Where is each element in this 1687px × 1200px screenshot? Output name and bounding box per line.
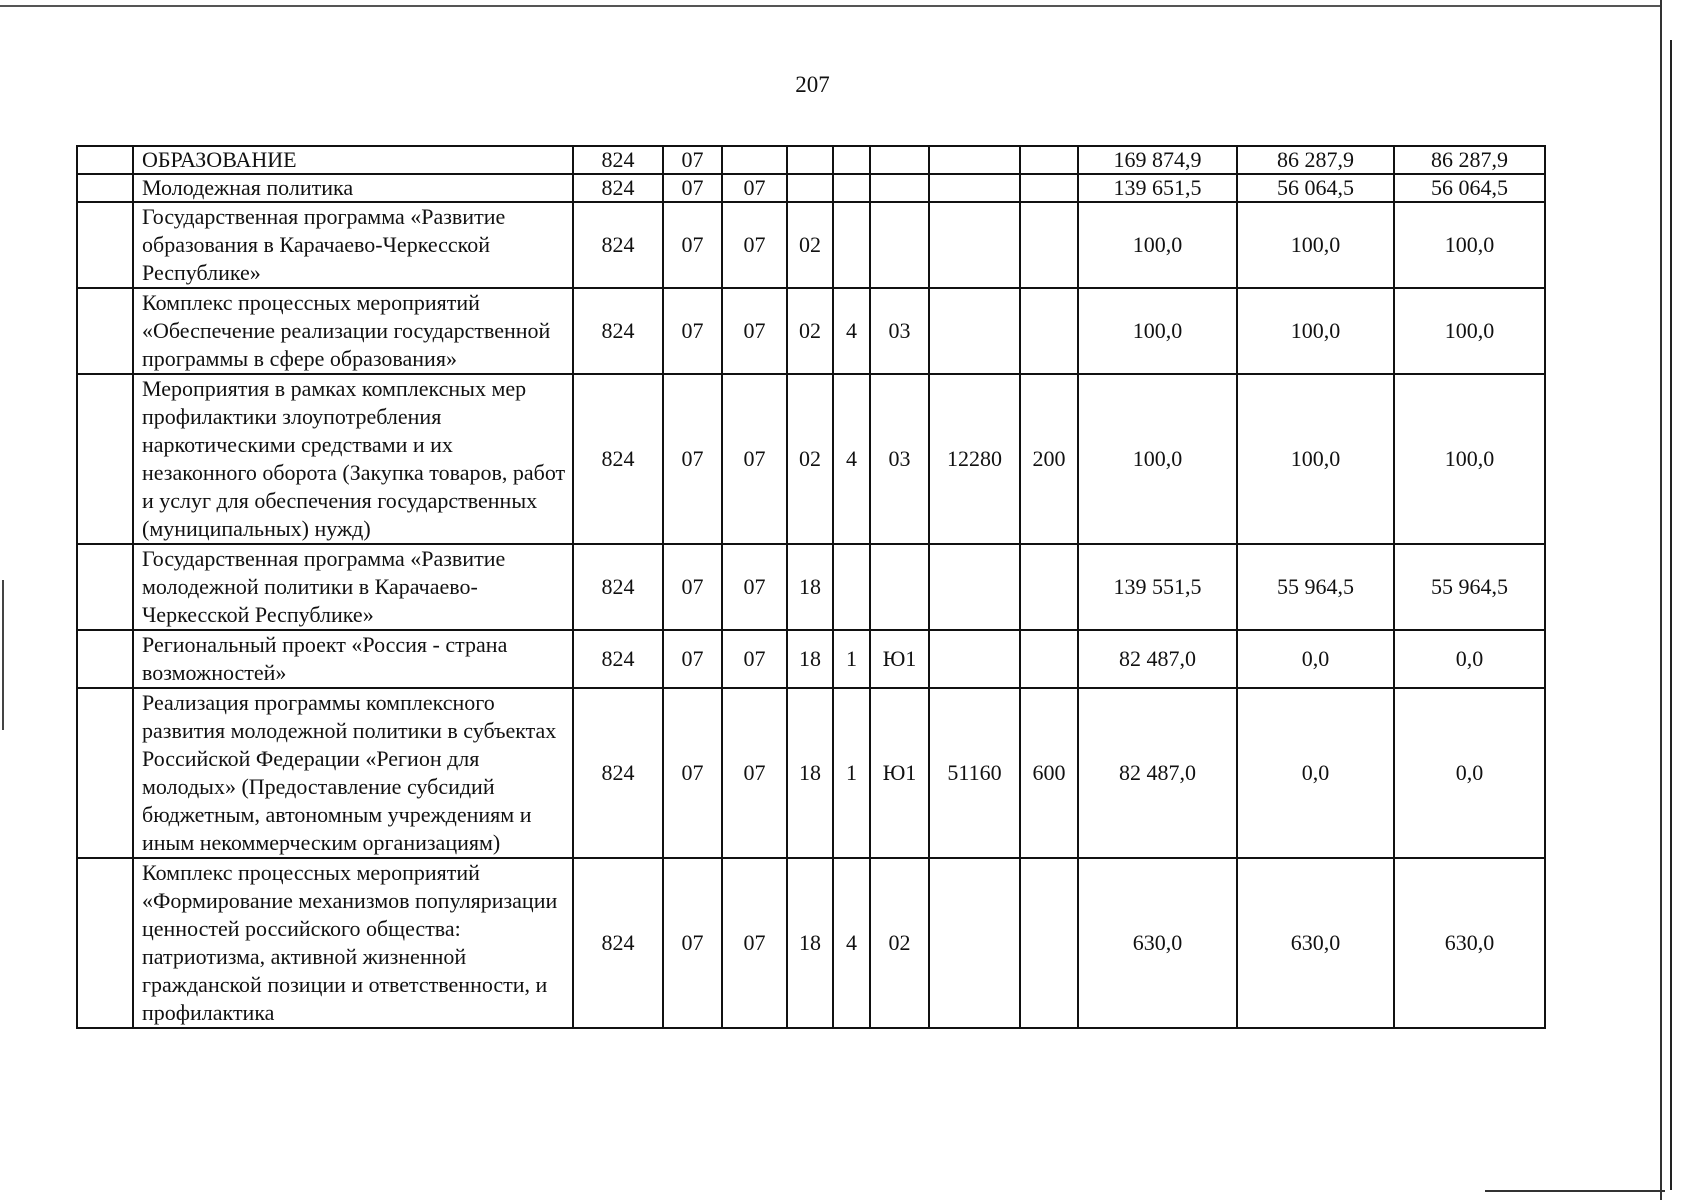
amount-year-1: 100,0	[1078, 374, 1237, 544]
code-section: 07	[663, 174, 722, 202]
table-row	[77, 858, 1545, 1028]
code-subsection: 07	[722, 174, 787, 202]
amount-year-1: 100,0	[1078, 288, 1237, 374]
code-ministry: 824	[573, 630, 663, 688]
code-expense-type: 200	[1020, 374, 1078, 544]
amount-year-2: 630,0	[1237, 858, 1394, 1028]
amount-year-3: 86 287,9	[1394, 146, 1545, 174]
code-program: 18	[787, 688, 833, 858]
code-direction	[929, 174, 1020, 202]
code-ministry: 824	[573, 858, 663, 1028]
code-section: 07	[663, 544, 722, 630]
code-program: 18	[787, 858, 833, 1028]
amount-year-2: 56 064,5	[1237, 174, 1394, 202]
scan-edge-right-inner	[1670, 40, 1672, 1190]
page-number: 207	[795, 72, 830, 97]
code-ministry: 824	[573, 202, 663, 288]
code-program	[787, 146, 833, 174]
code-ministry: 824	[573, 288, 663, 374]
code-section: 07	[663, 858, 722, 1028]
row-name: Молодежная политика	[133, 174, 573, 202]
table-row	[77, 544, 1545, 630]
row-name: ОБРАЗОВАНИЕ	[133, 146, 573, 174]
code-direction	[929, 858, 1020, 1028]
code-program: 18	[787, 544, 833, 630]
row-name: Мероприятия в рамках комплексных мер профилактики злоупотребления наркотическими средствами и их незаконного оборота (Закупка товаров, работ и услуг для обеспечения государственных (муниципальных) нужд)	[133, 374, 573, 544]
code-type: 4	[833, 288, 870, 374]
row-blank-cell	[77, 174, 133, 202]
code-section: 07	[663, 146, 722, 174]
code-subsection: 07	[722, 630, 787, 688]
code-program: 02	[787, 288, 833, 374]
code-event: Ю1	[870, 688, 929, 858]
amount-year-2: 0,0	[1237, 630, 1394, 688]
scan-edge-bottom	[1485, 1190, 1665, 1192]
code-direction	[929, 544, 1020, 630]
code-program: 02	[787, 374, 833, 544]
code-program: 18	[787, 630, 833, 688]
code-section: 07	[663, 374, 722, 544]
row-blank-cell	[77, 202, 133, 288]
code-event	[870, 202, 929, 288]
code-event	[870, 146, 929, 174]
code-subsection: 07	[722, 374, 787, 544]
amount-year-3: 100,0	[1394, 288, 1545, 374]
code-subsection	[722, 146, 787, 174]
code-type: 4	[833, 374, 870, 544]
code-expense-type	[1020, 146, 1078, 174]
code-section: 07	[663, 288, 722, 374]
code-event: Ю1	[870, 630, 929, 688]
table-row	[77, 288, 1545, 374]
code-type: 4	[833, 858, 870, 1028]
table-row	[77, 146, 1545, 174]
amount-year-1: 139 551,5	[1078, 544, 1237, 630]
code-expense-type	[1020, 630, 1078, 688]
amount-year-3: 100,0	[1394, 374, 1545, 544]
code-direction	[929, 146, 1020, 174]
amount-year-3: 55 964,5	[1394, 544, 1545, 630]
row-blank-cell	[77, 858, 133, 1028]
code-expense-type	[1020, 174, 1078, 202]
code-expense-type: 600	[1020, 688, 1078, 858]
table-row	[77, 174, 1545, 202]
code-event	[870, 174, 929, 202]
amount-year-1: 82 487,0	[1078, 688, 1237, 858]
row-blank-cell	[77, 146, 133, 174]
code-ministry: 824	[573, 544, 663, 630]
amount-year-2: 100,0	[1237, 288, 1394, 374]
amount-year-3: 0,0	[1394, 688, 1545, 858]
code-expense-type	[1020, 202, 1078, 288]
code-type	[833, 544, 870, 630]
table-row	[77, 630, 1545, 688]
code-expense-type	[1020, 288, 1078, 374]
amount-year-1: 82 487,0	[1078, 630, 1237, 688]
scan-edge-top	[0, 5, 1660, 7]
amount-year-3: 100,0	[1394, 202, 1545, 288]
code-program: 02	[787, 202, 833, 288]
amount-year-3: 56 064,5	[1394, 174, 1545, 202]
code-section: 07	[663, 688, 722, 858]
row-name: Государственная программа «Развитие образования в Карачаево-Черкесской Республике»	[133, 202, 573, 288]
code-program	[787, 174, 833, 202]
code-subsection: 07	[722, 544, 787, 630]
amount-year-2: 86 287,9	[1237, 146, 1394, 174]
row-blank-cell	[77, 374, 133, 544]
code-ministry: 824	[573, 688, 663, 858]
code-ministry: 824	[573, 174, 663, 202]
amount-year-2: 100,0	[1237, 374, 1394, 544]
code-type	[833, 146, 870, 174]
code-expense-type	[1020, 858, 1078, 1028]
scan-edge-left	[2, 580, 4, 730]
row-name: Государственная программа «Развитие молодежной политики в Карачаево-Черкесской Республике»	[133, 544, 573, 630]
code-event: 03	[870, 374, 929, 544]
code-expense-type	[1020, 544, 1078, 630]
code-type: 1	[833, 630, 870, 688]
code-direction: 12280	[929, 374, 1020, 544]
amount-year-2: 100,0	[1237, 202, 1394, 288]
code-ministry: 824	[573, 146, 663, 174]
row-blank-cell	[77, 630, 133, 688]
row-name: Региональный проект «Россия - страна возможностей»	[133, 630, 573, 688]
code-type	[833, 202, 870, 288]
budget-table	[76, 145, 1546, 1029]
amount-year-1: 630,0	[1078, 858, 1237, 1028]
code-direction	[929, 630, 1020, 688]
code-event: 03	[870, 288, 929, 374]
code-section: 07	[663, 630, 722, 688]
code-subsection: 07	[722, 288, 787, 374]
code-event	[870, 544, 929, 630]
amount-year-2: 0,0	[1237, 688, 1394, 858]
table-row	[77, 688, 1545, 858]
scan-edge-right	[1660, 0, 1662, 1200]
amount-year-2: 55 964,5	[1237, 544, 1394, 630]
code-type: 1	[833, 688, 870, 858]
code-subsection: 07	[722, 202, 787, 288]
code-subsection: 07	[722, 858, 787, 1028]
amount-year-1: 100,0	[1078, 202, 1237, 288]
code-direction	[929, 202, 1020, 288]
row-name: Реализация программы комплексного развития молодежной политики в субъектах Российской Федерации «Регион для молодых» (Предоставление субсидий бюджетным, автономным учреждениям и иным некоммерческим организациям)	[133, 688, 573, 858]
code-direction	[929, 288, 1020, 374]
amount-year-1: 169 874,9	[1078, 146, 1237, 174]
code-subsection: 07	[722, 688, 787, 858]
amount-year-3: 0,0	[1394, 630, 1545, 688]
row-name: Комплекс процессных мероприятий «Обеспечение реализации государственной программы в сфере образования»	[133, 288, 573, 374]
table-row	[77, 374, 1545, 544]
table-row	[77, 202, 1545, 288]
row-blank-cell	[77, 688, 133, 858]
amount-year-1: 139 651,5	[1078, 174, 1237, 202]
amount-year-3: 630,0	[1394, 858, 1545, 1028]
code-section: 07	[663, 202, 722, 288]
row-name: Комплекс процессных мероприятий «Формирование механизмов популяризации ценностей российского общества: патриотизма, активной жизненной гражданской позиции и ответственности, и профилактика	[133, 858, 573, 1028]
code-direction: 51160	[929, 688, 1020, 858]
code-ministry: 824	[573, 374, 663, 544]
code-event: 02	[870, 858, 929, 1028]
row-blank-cell	[77, 288, 133, 374]
code-type	[833, 174, 870, 202]
row-blank-cell	[77, 544, 133, 630]
